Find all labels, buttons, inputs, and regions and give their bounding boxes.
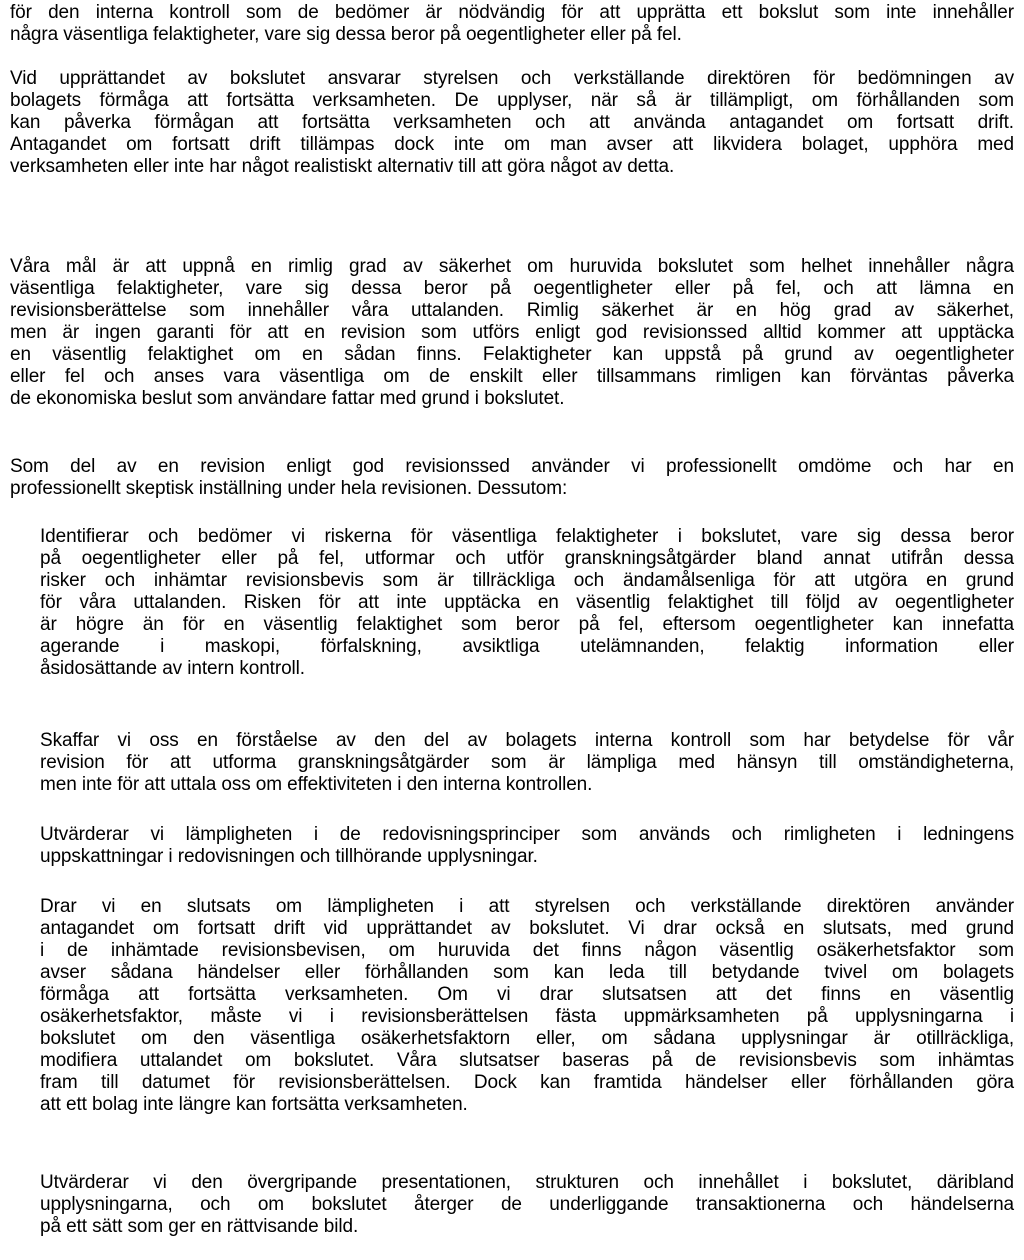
text-line: Vid upprättandet av bokslutet ansvarar styrelsen och verkställande direktören för bedömningen av — [10, 68, 1014, 89]
text-line: avser sådana händelser eller förhållanden som kan leda till betydande tvivel om bolagets — [40, 962, 1014, 983]
text-line: upplysningarna, och om bokslutet återger de underliggande transaktionerna och händelserna — [40, 1194, 1014, 1215]
text-line: antagandet om fortsatt drift vid upprättandet av bokslutet. Vi drar också en slutsats, med grund — [40, 918, 1014, 939]
text-line: modifiera uttalandet om bokslutet. Våra slutsatser baseras på de revisionsbevis som inhämtas — [40, 1050, 1014, 1071]
text-line: osäkerhetsfaktor, måste vi i revisionsberättelsen fästa uppmärksamheten på upplysningarna i — [40, 1006, 1014, 1027]
text-line: eller fel och anses vara väsentliga om de enskilt eller tillsammans rimligen kan förväntas påverka — [10, 366, 1014, 387]
paragraph-internal-control — [10, 2, 1014, 46]
text-line: men är ingen garanti för att en revision som utförs enligt god revisionssed alltid kommer att upptäcka — [10, 322, 1014, 343]
text-line: på oegentligheter eller på fel, utformar och utför granskningsåtgärder bland annat utifrån dessa — [40, 548, 1014, 569]
text-line: verksamheten eller inte har något realistiskt alternativ till att göra något av detta. — [10, 156, 675, 177]
text-line: bokslutet om den väsentliga osäkerhetsfaktorn eller, om sådana upplysningar är otillräckliga, — [40, 1028, 1014, 1049]
text-line: fram till datumet för revisionsberättelsen. Dock kan framtida händelser eller förhållanden göra — [40, 1072, 1014, 1093]
text-line: men inte för att uttala oss om effektiviteten i den interna kontrollen. — [40, 774, 593, 795]
text-line: Utvärderar vi den övergripande presentationen, strukturen och innehållet i bokslutet, däribland — [40, 1172, 1014, 1193]
text-line: Drar vi en slutsats om lämpligheten i att styrelsen och verkställande direktören använder — [40, 896, 1014, 917]
text-line: är högre än för en väsentlig felaktighet som beror på fel, eftersom oegentligheter kan innefatta — [40, 614, 1014, 635]
text-line: att ett bolag inte längre kan fortsätta verksamheten. — [40, 1094, 468, 1115]
text-line: de ekonomiska beslut som användare fattar med grund i bokslutet. — [10, 388, 565, 409]
list-item-going-concern-conclusion — [40, 896, 1014, 1116]
text-line: på ett sätt som ger en rättvisande bild. — [40, 1216, 359, 1237]
text-line: förmåga att fortsätta verksamheten. Om vi drar slutsatsen att det finns en väsentlig — [40, 984, 1014, 1005]
text-line: kan påverka förmågan att fortsätta verksamheten och att använda antagandet om fortsatt drift. — [10, 112, 1014, 133]
list-item-risk-assessment — [40, 526, 1014, 680]
text-line: bolagets förmåga att fortsätta verksamheten. De upplyser, när så är tillämpligt, om förhållanden som — [10, 90, 1014, 111]
list-item-accounting-principles — [40, 824, 1014, 868]
text-line: för våra uttalanden. Risken för att inte upptäcka en väsentlig felaktighet till följd av oegentligheter — [40, 592, 1014, 613]
text-line: Antagandet om fortsatt drift tillämpas dock inte om man avser att likvidera bolaget, upphöra med — [10, 134, 1014, 155]
text-line: risker och inhämtar revisionsbevis som är tillräckliga och ändamålsenliga för att utgöra en grund — [40, 570, 1014, 591]
text-line: revision för att utforma granskningsåtgärder som är lämpliga med hänsyn till omständigheterna, — [40, 752, 1014, 773]
text-line: för den interna kontroll som de bedömer är nödvändig för att upprätta ett bokslut som inte innehåller — [10, 2, 1014, 23]
text-line: Våra mål är att uppnå en rimlig grad av säkerhet om huruvida bokslutet som helhet innehåller några — [10, 256, 1014, 277]
text-line: agerande i maskopi, förfalskning, avsiktliga utelämnanden, felaktig information eller — [40, 636, 1014, 657]
paragraph-audit-objectives — [10, 256, 1014, 410]
text-line: Som del av en revision enligt god revisionssed använder vi professionellt omdöme och har en — [10, 456, 1014, 477]
text-line: åsidosättande av intern kontroll. — [40, 658, 305, 679]
text-line: Utvärderar vi lämpligheten i de redovisningsprinciper som används och rimligheten i ledningens — [40, 824, 1014, 845]
text-line: Identifierar och bedömer vi riskerna för väsentliga felaktigheter i bokslutet, vare sig dessa beror — [40, 526, 1014, 547]
text-line: Skaffar vi oss en förståelse av den del av bolagets interna kontroll som har betydelse för vår — [40, 730, 1014, 751]
text-line: professionellt skeptisk inställning under hela revisionen. Dessutom: — [10, 478, 568, 499]
text-line: väsentliga felaktigheter, vare sig dessa beror på oegentligheter eller på fel, och att lämna en — [10, 278, 1014, 299]
text-line: revisionsberättelse som innehåller våra uttalanden. Rimlig säkerhet är en hög grad av säkerhet, — [10, 300, 1014, 321]
list-item-internal-control-understanding — [40, 730, 1014, 796]
text-line: några väsentliga felaktigheter, vare sig dessa beror på oegentligheter eller på fel. — [10, 24, 682, 45]
paragraph-going-concern — [10, 68, 1014, 178]
text-line: uppskattningar i redovisningen och tillhörande upplysningar. — [40, 846, 538, 867]
list-item-overall-presentation — [40, 1172, 1014, 1238]
text-line: en väsentlig felaktighet om en sådan finns. Felaktigheter kan uppstå på grund av oegentligheter — [10, 344, 1014, 365]
text-line: i de inhämtade revisionsbevisen, om huruvida det finns någon väsentlig osäkerhetsfaktor som — [40, 940, 1014, 961]
paragraph-professional-judgement — [10, 456, 1014, 500]
